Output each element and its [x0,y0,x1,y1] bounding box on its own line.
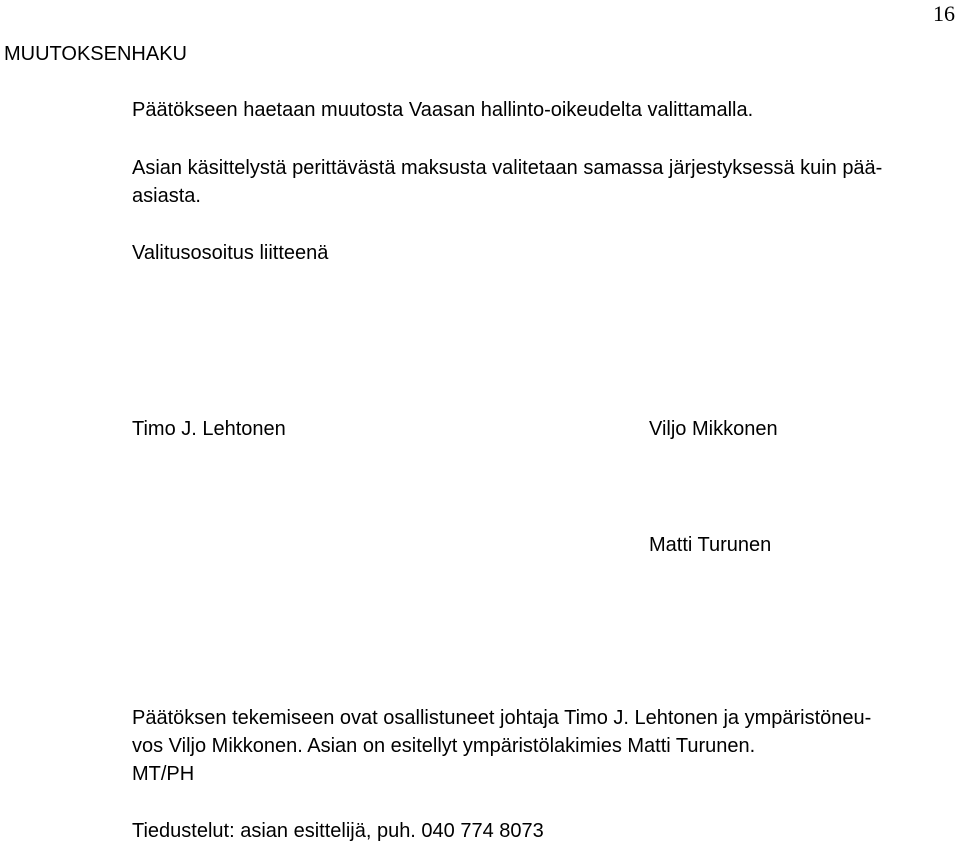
signature-left: Timo J. Lehtonen [132,418,286,440]
section-heading: MUUTOKSENHAKU [4,43,187,65]
fee-appeal-line-2: asiasta. [132,185,201,207]
fee-appeal-line-1: Asian käsittelystä perittävästä maksusta valitetaan samassa järjestyksessä kuin pää- [132,157,883,179]
participants-line-2: vos Viljo Mikkonen. Asian on esitellyt ympäristölakimies Matti Turunen. [132,735,756,757]
appeal-paragraph: Päätökseen haetaan muutosta Vaasan hallinto-oikeudelta valittamalla. [132,99,754,121]
contact-info: Tiedustelut: asian esittelijä, puh. 040 774 8073 [132,820,544,842]
initials: MT/PH [132,763,195,785]
page-number: 16 [933,1,955,26]
fee-appeal-paragraph [132,154,882,210]
attachment-note: Valitusosoitus liitteenä [132,242,329,264]
participants-line-1: Päätöksen tekemiseen ovat osallistuneet johtaja Timo J. Lehtonen ja ympäristöneu- [132,707,872,729]
signature-right-bottom: Matti Turunen [649,534,772,556]
signature-right-top: Viljo Mikkonen [649,418,778,440]
participants-paragraph [132,704,871,788]
